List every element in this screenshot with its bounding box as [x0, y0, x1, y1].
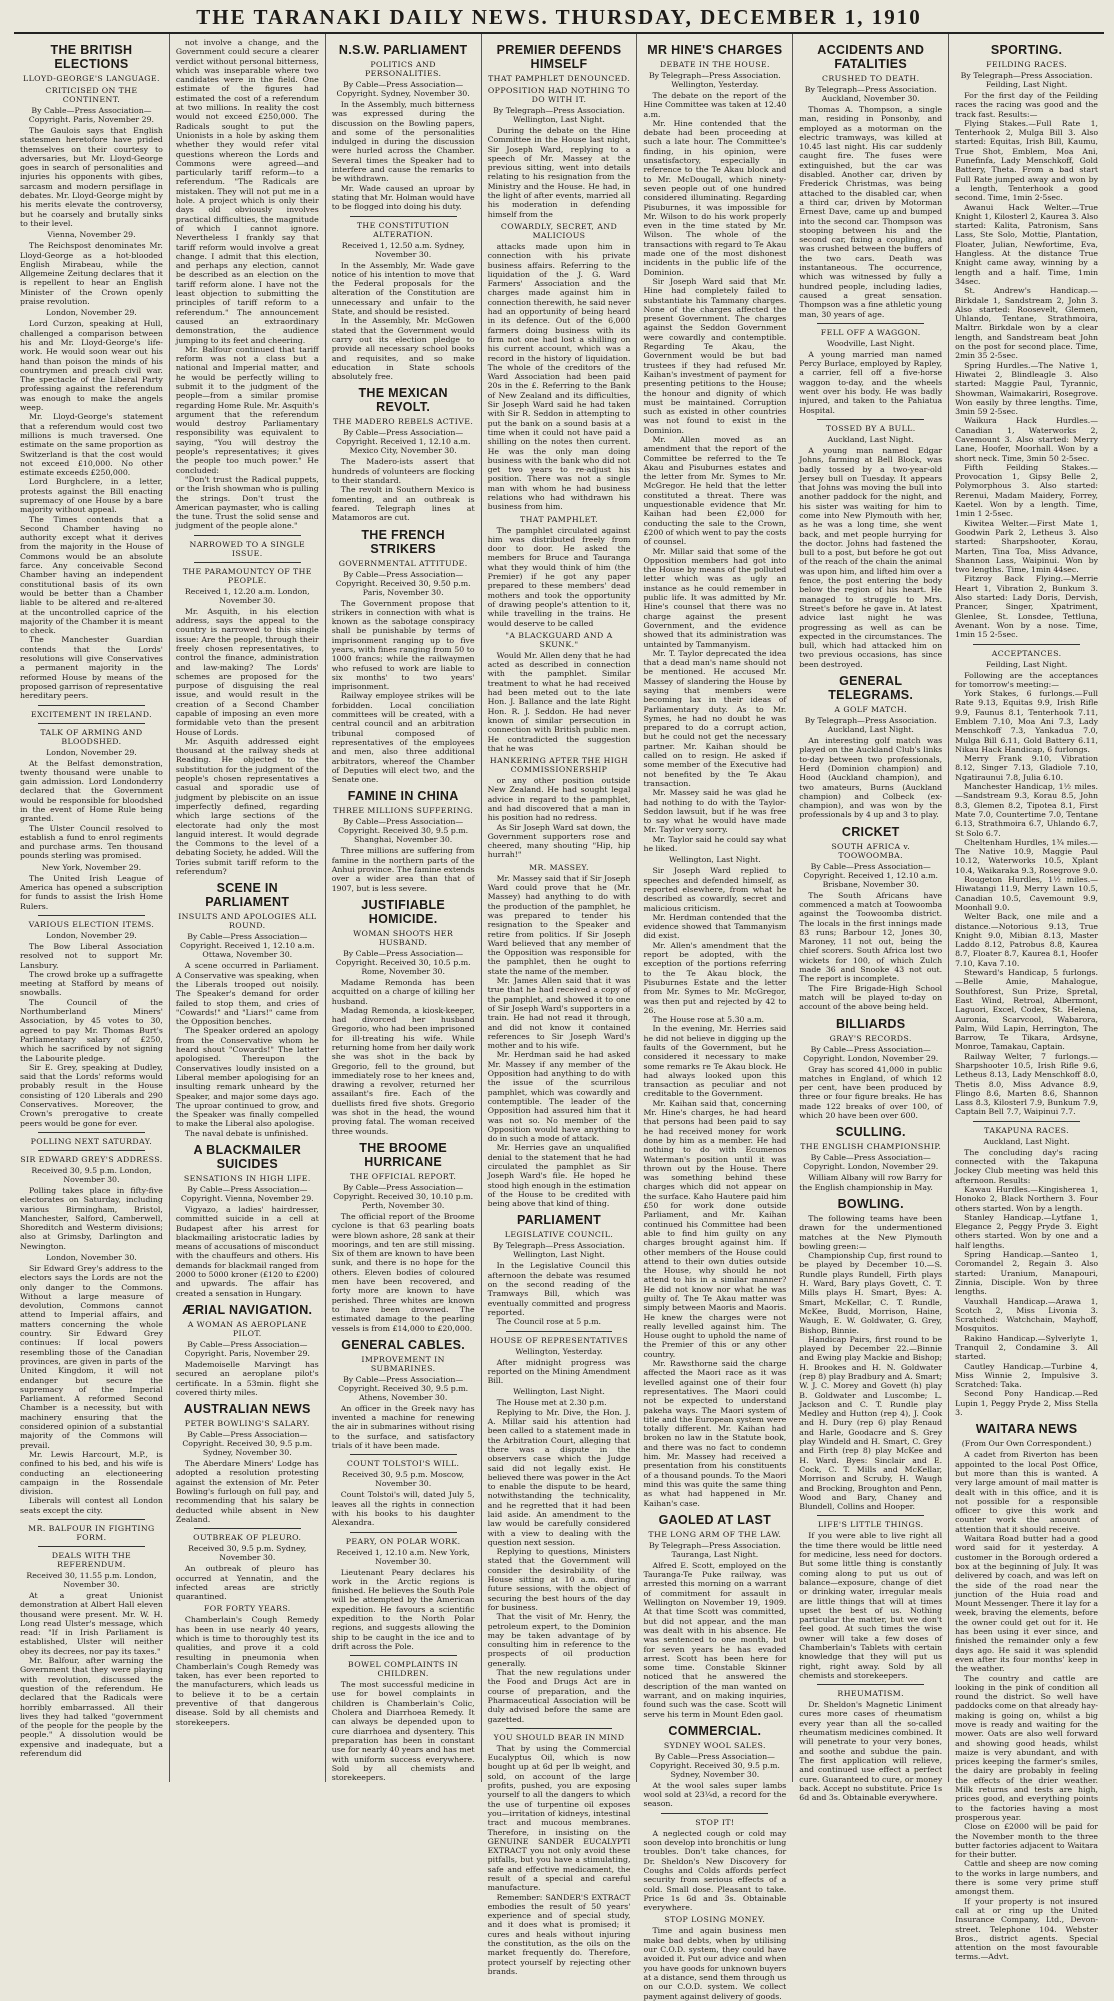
paragraph: Mr. T. Taylor deprecated the idea that a dead man's name should not be mentioned. He accused Mr. Massey of slandering the House by saying that members were becoming lax in their ideas of Parliamentary duty. As to Mr. Symes, he had no doubt he was prepared to do a corrupt action, but he could not get the necessary partner. Mr. Kaihan should be called on to resign. He asked if some member of the Executive had not benefited by the Te Akau transaction. — [643, 648, 787, 788]
dateline: London, November 29. — [46, 930, 137, 940]
paragraph: That the visit of Mr. Henry, the petroleum expert, to the Dominion may be taken advantage of by consulting him in reference to the prospects of oil production generally. — [487, 1612, 631, 1668]
dateline: Wellington, Last Night. — [513, 1387, 605, 1397]
divider — [973, 644, 1080, 645]
paragraph: Time and again business men make bad debts, when by utilising our C.O.D. system, they could have avoided it. Put our advice and when you have goods for unknown buyers at a distance, send them through us on our C.O.D. system. We collect payment against delivery of goods. — [643, 1926, 787, 2001]
divider — [194, 535, 301, 536]
divider — [38, 1150, 145, 1151]
paragraph: An outbreak of pleuro has occurred at Yennatin, and the infected areas are strictly quarantined. — [175, 1564, 319, 1602]
headline: GENERAL CABLES. — [341, 1337, 466, 1352]
headline: THE BROOME HURRICANE — [359, 1140, 448, 1169]
subheading: "A BLACKGUARD AND A SKUNK." — [505, 630, 613, 649]
paragraph: Mr. Herdman contended that the evidence showed that Tammanyism did exist. — [643, 912, 787, 941]
headline: SCULLING. — [835, 1125, 906, 1140]
subheading: BOWEL COMPLAINTS IN CHILDREN. — [347, 1660, 459, 1679]
subheading: COUNT TOLSTOI'S WILL. — [346, 1459, 460, 1469]
paragraph: A cadet from Riverton has been appointed to the local Post Office, but more than this is wanted. A very large amount of mail matter is dealt with in this office, and it is not possible for a responsible officer to give this work and counter work the amount of attention that it should receive. — [955, 1450, 1099, 1534]
paragraph: Manchester Handicap, 1½ miles.—Sandstream 9.3, Korau 8.5, John 8.3, Glemen 8.2, Tipotea 8.1, First Mate 7.0, Countertime 7.0, Tentane 6.13, Strathmoira 6.7, Uhlando 6.7, St Solo 6.7. — [955, 782, 1099, 838]
headline: SCENE IN PARLIAMENT — [205, 881, 290, 910]
subheading: THAT PAMPHLET DENOUNCED. — [488, 74, 630, 83]
paragraph: Sir Edward Grey's address to the electors says the Lords are not the only danger to the Commons. Without a large measure of devolution, Commons cannot attend to Imperial affairs, and matters concerning the whole country. Sir Edward Grey continues: If local powers resembling those of the Canadian provinces, are given in parts of the United Kingdom, it will not endanger but secure the supremacy of the Imperial Parliament. A reformed Second Chamber is a necessity, but with machinery ensuring that the considered opinion of a substantial majority of the Commons will prevail. — [20, 1263, 163, 1450]
subheading: YOU SHOULD BEAR IN MIND — [493, 1732, 625, 1742]
paragraph: The House rose at 5.30 a.m. — [652, 1015, 764, 1025]
paragraph: The Speaker ordered an apology from the Conservative whom he heard shout "Cowards!" The latter apologised. Thereupon the Conservatives loudly insisted on a Liberal member apologising for an insulting remark unheard by the Speaker, and major some days ago. The uproar continued to grow, and the Speaker was finally compelled to make the Liberal also apologise. — [175, 1026, 319, 1129]
dateline: By Telegraph—Press Association. Auckland, Last Night. — [804, 716, 937, 735]
subheading: THAT PAMPHLET. — [519, 514, 599, 524]
column-1 — [14, 34, 170, 1782]
paragraph: Sir Joseph Ward said that Mr. Hine had completely failed to substantiate his Tammany charges. None of the charges affected the present Government. The charges against the Seddon Government were cowardly and contemptible. Regarding Te Akau, the Government would be but bad trustees if they had refused Mr. Kaihan's investment of payment for presenting petitions to the House; the honour and dignity of which must be maintained. Corruption such as existed in other countries was not found to exist in the Dominion. — [643, 276, 787, 435]
column-7 — [949, 34, 1104, 1962]
paragraph: Mademoiselle Marvingt has secured an aeroplane pilot's certificate. In a 53min. flight she covered thirty miles. — [175, 1359, 319, 1397]
dateline: By Telegraph—Press Association. Tauranga, Last Night. — [648, 1540, 781, 1559]
subheading: NARROWED TO A SINGLE ISSUE. — [189, 539, 306, 558]
paragraph: The country and cattle are looking in the pink of condition all round the district. So well have paddocks come on that already hay-making is going on, whilst a big move is ready and waiting for the mower. Oats are also well forward and showing good heads, whilst maize is very abundant, and with prices keeping the farmer's smiles, the dairy are probably in feeling the effects of the drier weather. Milk returns and tests are high, prices good, and everything points to the factories having a most prosperous year. — [955, 1673, 1099, 1822]
paragraph: Mr. Asquith, in his election address, says the appeal to the country is narrowed to this single issue: Are the people, through their freely chosen representatives, to control the finance, administration and law-making? The Lords' schemes are proposed for the purpose of disguising the real issue, and would result in the creation of a Second Chamber capable of imposing an even more formidable veto than the present House of Lords. — [175, 606, 319, 737]
dateline: London, November 29. — [46, 308, 137, 318]
paragraph: Mr. Allen moved as an amendment that the report of the Committee be referred to the Te Akau and Pisuburnes estates and the letter from Mr. Symes to Mr. McGregor. He held that the letter constituted a threat. There was unquestionable evidence that Mr. Kaihan had been £2,000 for conducting the sale to the Crown, £200 of which went to pay the costs of counsel. — [643, 434, 787, 547]
dateline: Wellington, Last Night. — [669, 855, 761, 865]
paragraph: Mr. Balfour continued that tariff reform was not a class but a national and Imperial matter, and he would be perfectly willing to submit it to the judgment of the people—from a similar promise regarding Home Rule. Mr. Asquith's argument that the referendum would destroy Parliamentary responsibility was equivalent to saying, "You will destroy the people's representatives; it gives the people too much power." He concluded: — [175, 344, 319, 475]
subheading: GOVERNMENTAL ATTITUDE. — [338, 558, 468, 568]
paragraph: Lord Burghclere, in a letter, protests against the Bill enacting supremacy of one House by a bare majority without appeal. — [20, 477, 163, 515]
dateline: Auckland, Last Night. — [983, 1136, 1070, 1146]
subheading: GRAY'S RECORDS. — [829, 1033, 912, 1043]
paragraph: Mr. Lloyd-George's statement that a referendum would cost two millions is much traversed. One estimate on the same proportion as Switzerland is that the cost would not exceed £10,000. No other estimate exceeds £250,000. — [20, 412, 163, 478]
paragraph: Welter Back, one mile and a distance.—Notorious 9.13, True Knight 9.0, Mibian 8.13, Master Laddo 8.12, Patrobus 8.8, Kaurea 8.7, Floater 8.7, Kaurea 8.1, Hoofer 7.10, Kava 7.10. — [955, 912, 1099, 968]
paragraph: A young married man named Percy Burlace, employed by Rapley, a carrier, fell off a five-horse waggon to-day, and the wheels went over his body. He was badly injured, and taken to the Pahiatua Hospital. — [799, 349, 943, 415]
paragraph: An officer in the Greek navy has invented a machine for renewing the air in submarines without rising to the surface, and satisfactory trials of it have been made. — [331, 1403, 475, 1451]
paragraph: The Fire Brigade-High School match will be played to-day on account of the above being held. — [799, 983, 943, 1012]
dateline: By Cable—Press Association—Copyright. Received 30, 9.5 p.m. Shanghai, November 30. — [338, 817, 469, 845]
dateline: Received 30, 9.5 p.m. Sydney, November 30. — [188, 1544, 307, 1563]
paragraph: Railway employee strikes will be forbidden. Local conciliation committees will be created, with a central council and an arbitration tribunal composed of representatives of the employees and men, also three additional arbitrators, whereof the Chamber of Deputies will elect two, and the Senate one. — [331, 691, 475, 785]
subheading: THE MADERO REBELS ACTIVE. — [333, 417, 474, 427]
headline: ÆRIAL NAVIGATION. — [182, 1302, 313, 1317]
paragraph: Awanui Hack Welter.—True Knight 1, Kilosterl 2, Kaurea 3. Also started: Kalita, Patronism, Sans Lass, Ste Solo, Mottie, Plantation, Floater, Julian, Newfortime, Eva, Hangless. At the distance True Knight came away, winning by a length and a half. Time, 1min 34sec. — [955, 202, 1099, 286]
paragraph: Steward's Handicap, 5 furlongs.—Belle Amie, Mahalogue, Southforest, Sun Prize, Spretal, East Wind, Retroal, Albermont, Laguori, Excel, Codex, St. Helena, Auronia, Scarvcool, Wabarora, Palm, Wild Lapin, Herrington, The Barrow, Te Tikara, Ardsyne, Monroe, Tamakau, Captain. — [955, 968, 1099, 1052]
paragraph: Lieutenant Peary declares his work in the Arctic regions is finished. He believes the South Pole will be attempted by the American expedition. He favours a scientific expedition to the North Polar regions, and suggests allowing the ship to be caught in the ice and to drift across the Pole. — [331, 1567, 475, 1651]
paragraph: During the debate on the Hine Committee in the House last night, Sir Joseph Ward, replying to a speech of Mr. Massey at the previous sitting, went into details relating to his resignation from the Ministry and the House. He had, in the light of after events, married all his moderation in defending himself from the — [487, 126, 631, 219]
paragraph: Mr. Rawsthorne said the charge affected the Maori race as it was levelled against one of their four representatives. The Maori could not be expected to understand pakeha ways. The Maori system of title and the European system were totally different. Mr. Kaihan had broken no law in the Statute book, and there was no fact to condemn him. Mr. Massey had received a presentation from his constituents of a thousand pounds. To the Maori mind this was quite the same thing as what had happened in Mr. Kaihan's case. — [643, 1359, 787, 1508]
headline: BILLIARDS — [836, 1016, 906, 1031]
paragraph: Liberals will contest all London seats except the city. — [20, 1496, 163, 1515]
paragraph: Merry Frank 9.10, Vibration 8.12, Singer 7.13, Gladiole 7.10, Ngatiraunui 7.8, Julia 6.10. — [955, 754, 1099, 782]
paragraph: Thomas A. Thompson, a single man, residing in Ponsonby, and employed as a motorman on the electric tramways, was killed at 10.45 last night. His car suddenly caught fire. The fuses were extinguished, but the car was disabled. Another car, driven by Frederick Christmas, was being attached to the disabled car, when a third car, driven by Motorman Ernest Dave, came up and bumped into the second car. Thompson was stooping between his and the second car, fixing a coupling, and was crushed between the buffers of the two cars. Death was instantaneous. The occurrence, which was witnessed by fully a hundred people, including ladies, caused a great sensation. Thompson was a fine athletic young man, 30 years of age. — [799, 105, 943, 319]
headline: A BLACKMAILER SUICIDES — [193, 1142, 302, 1171]
paragraph: Remember: SANDER'S EXTRACT embodies the result of 50 years' experience and of special study, and it does what is promised; it cures and heals without injuring the constitution, as the oils on the market frequently do. Therefore, protect yourself by rejecting other brands. — [487, 1892, 631, 1976]
headline: GENERAL TELEGRAMS. — [828, 674, 914, 703]
paragraph: The South Africans have commenced a match at Toowoomba against the Toowoomba district. The locals in the first innings made 83 runs; Barbour 12, Jones 30, Maroney, 11 not out, being the chief scorers. South Africa lost two wickets for 100, of which Zulch made 36 and Snooke 43 not out. The report is incomplete. — [799, 890, 943, 984]
divider — [38, 915, 145, 916]
dateline: (From Our Own Correspondent.) — [961, 1439, 1092, 1449]
column-4 — [482, 34, 638, 1976]
paragraph: The United Irish League of America has opened a subscription for funds to assist the Irish Home Rulers. — [20, 873, 163, 911]
paragraph: Second Pony Handicap.—Red Lupin 1, Peggy Pryde 2, Miss Stella 3. — [955, 1389, 1099, 1418]
dateline: By Cable—Press Association—Copyright. Sydney, November 30. — [336, 80, 470, 98]
dateline: By Cable—Press Association—Copyright. Received 30, 10.10 p.m. Perth, November 30. — [333, 1182, 474, 1210]
headline: FAMINE IN CHINA — [347, 789, 459, 804]
paragraph: Following are the acceptances for tomorrow's meeting:— — [955, 670, 1099, 689]
paragraph: If you were able to live right all the time there would be little need for medicine, less need for doctors. But some little thing is constantly coming along to put us out of balance—exposure, change of diet or drinking water, irregular meals are little things that will at times upset the best of us. Nothing particular the matter, but we don't feel good. At such times the wise owner will take a few doses of Chamberlain's Tablets with certain knowledge that they will put us right, right away. Sold by all chemists and storekeepers. — [799, 1531, 943, 1680]
dateline: Received 1, 12.50 a.m. Sydney, November 30. — [341, 240, 465, 259]
paragraph: Madag Remonda, a kiosk-keeper, had divorced her husband Gregorio, who had been imprisoned for ill-treating his wife. While returning home from her daily work she was shot in the back by Gregorio, fell to the ground, but immediately rose to her knees and, drawing a revolver, returned her assailant's fire. Each of the duellists fired five shots. Gregorio was shot in the head, the wound proving fatal. The woman received three wounds. — [331, 1005, 475, 1136]
paragraph: The concluding day's racing connected with the Takapuna Jockey Club meeting was held this afternoon. Results: — [955, 1147, 1099, 1185]
dateline: By Cable—Press Association—Copyright. Received 1, 12.10 a.m. Mexico City, November 30. — [335, 428, 471, 456]
paragraph: Mr. Kaihan said that, concerning Mr. Hine's charges, he had heard that persons had been paid to say he had received money for work done by him as a member. He had nothing to do with Ecumenos Waterman's position until it was thrown out by the House. There was something behind these charges which did not appear on the surface. Kaho Hautere paid him £50 for work done outside Parliament, and Mr. Kaihan continued his Committee had been able to find him guilty on any charges brought against him. If other members of the House could attend to their own duties outside the House, why should he not attend to his in a similar manner? He did not know nor what he was guilty of. The Te Akau matter was simply between Maoris and Maoris. He knew the charges were not really levelled against him. The House ought to uphold the name of the Premier of this or any other country. — [643, 1098, 787, 1359]
subheading: FELL OFF A WAGGON. — [820, 327, 921, 337]
subheading: THREE MILLIONS SUFFERING. — [333, 806, 474, 816]
masthead: THE TARANAKI DAILY NEWS. THURSDAY, DECEMBER 1, 1910 — [196, 5, 922, 29]
subheading: LEGISLATIVE COUNCIL. — [504, 1230, 614, 1240]
subheading: CRUSHED TO DEATH. — [821, 74, 920, 83]
paragraph: Mr. Asquith addressed eight thousand at the railway sheds at Reading. He objected to the substitution for the judgment of the people's chosen representatives a casual and sporadic use of judgment by plebiscite on an issue imperfectly defined, regarding which large sections of the electorate had only the most languid interest. It would degrade the Commons to the level of a debating Society, he added. Will the Tories submit tariff reform to the referendum? — [175, 736, 319, 877]
subheading: MR. MASSEY. — [529, 862, 589, 872]
divider — [817, 1684, 924, 1685]
headline: THE FRENCH STRIKERS — [361, 527, 445, 556]
divider — [817, 323, 924, 324]
subheading: COWARDLY, SECRET, AND MALICIOUS — [500, 221, 618, 240]
paragraph: After midnight progress was reported on the Mining Amendment Bill. — [487, 1357, 631, 1386]
headline: THE MEXICAN REVOLT. — [358, 386, 448, 415]
subheading: SENSATIONS IN HIGH LIFE. — [183, 1173, 311, 1183]
dateline: By Cable—Press Association—Copyright. Received 30, 9.5 p.m. Sydney, November 30. — [182, 1430, 313, 1458]
paragraph: Stanley Handicap.—Lytfane 1, Elegance 2, Peggy Pryde 3. Eight others started. Won by one and a half lengths. — [955, 1212, 1099, 1250]
dateline: By Cable—Press Association—Copyright. Paris, November 29. — [28, 106, 155, 124]
divider — [38, 1519, 145, 1520]
paragraph: The naval debate is unfinished. — [184, 1128, 309, 1138]
dateline: By Cable—Press Association—Copyright. Received 1, 12.10 a.m. Brisbane, November 30. — [803, 861, 938, 889]
subheading: EXCITEMENT IN IRELAND. — [30, 709, 152, 719]
divider — [350, 1655, 457, 1656]
subheading: THE LONG ARM OF THE LAW. — [648, 1529, 782, 1539]
subheading: STOP LOSING MONEY. — [664, 1915, 766, 1925]
paragraph: Dr. Sheldon's Magnetic Liniment cures more cases of rheumatism every year than all the so-called rheumatism medicines combined. It will penetrate to your very bones, and soothe and subdue the pain. The first application will relieve, and continued use effect a perfect cure. Guaranteed to cure, or money back. Accept no substitute. Price 1s 6d and 3s. Obtainable everywhere. — [799, 1700, 943, 1803]
paragraph: The Bow Liberal Association resolved not to support Mr. Lansbury. — [20, 941, 163, 970]
headline: SPORTING. — [990, 43, 1063, 57]
paragraph: The most successful medicine in use for bowel complaints in children is Chamberlain's Colic, Cholera and Diarrhoea Remedy. It can always be depended upon to cure diarrhoea and dysentery. This preparation has been in constant use for nearly 40 years and has met with uniform success everywhere. Sold by all chemists and storekeepers. — [331, 1680, 475, 1783]
dateline: Received 1, 12.20 a.m. London, November 30. — [184, 586, 310, 605]
paragraph: The Council rose at 5 p.m. — [496, 1317, 601, 1327]
headline: CRICKET — [841, 824, 900, 839]
divider — [506, 1331, 613, 1332]
column-5 — [637, 34, 793, 2001]
paragraph: Mr. Balfour, after warning the Government that they were playing with revolution, discussed the question of the referendum. He declared that the Radicals were horribly embarrassed. All their lives they had talked "government of the people for the people by the people." A dissolution would be expensive and inadequate, but a referendum did — [20, 1656, 163, 1759]
paragraph: Rakino Handicap.—Sylverlyte 1, Tranquil 2, Condamine 3. All started. — [955, 1333, 1099, 1362]
subheading: TAKAPUNA RACES. — [984, 1125, 1070, 1135]
divider — [661, 1813, 768, 1814]
dateline: Auckland, Last Night. — [827, 434, 914, 444]
headline: N.S.W. PARLIAMENT — [338, 43, 468, 57]
paragraph: Mr. Herries gave an unqualified denial to the statement that he had circulated the pamphlet as Sir Joseph Ward's file. He hoped he stood high enough in the estimation of the House to be credited with being above that kind of thing. — [487, 1143, 631, 1209]
dateline: New York, November 29. — [41, 862, 142, 872]
headline: THE BRITISH ELECTIONS — [50, 43, 133, 71]
subheading: THE OFFICIAL REPORT. — [350, 1171, 457, 1181]
dateline: By Cable—Press Association—Copyright. London, November 29. — [803, 1153, 939, 1172]
paragraph: The pamphlet circulated against him was distributed freely from door to door. He asked the members for Bruce and Tauranga what they would think of him (the Premier) if he got any paper prepared to these members' dead mothers and took the opportunity of drawing people's attention to it, while travelling in the trains. He would deserve to be called — [487, 525, 631, 628]
divider — [38, 1132, 145, 1133]
dateline: By Cable—Press Association—Copyright. Received 30, 9.50 p.m. Paris, November 30. — [335, 569, 471, 597]
headline: AUSTRALIAN NEWS — [183, 1402, 311, 1417]
paragraph: The revolt in Southern Mexico is fomenting, and an outbreak is feared. Telegraph lines at Matamoros are cut. — [331, 485, 475, 523]
paragraph: Mr. Herdman said he had asked Mr. Massey if any member of the Opposition had anything to do with the issue of the scurrilous pamphlet, which was cowardly and contemptible. The leader of the Opposition had assured him that it was not so. No member of the Opposition would have anything to do in such a mode of attack. — [487, 1050, 631, 1144]
subheading: HANKERING AFTER THE HIGH COMMISSIONERSHIP — [489, 756, 629, 775]
paragraph: Polling takes place in fifty-five electorates on Saturday, including various Birmingham, Bristol, Manchester, Salford, Camberwell, Shoreditch and Westerm divisions; also at Grimsby, Darlington and Newington. — [20, 1185, 163, 1251]
paragraph: Gray has scored 41,000 in public matches in England, of which 12 per cent, have been produced by three or four figure breaks. He has made 122 breaks of over 100, of which 20 have been over 600. — [799, 1064, 943, 1121]
subheading: RHEUMATISM. — [837, 1689, 905, 1699]
paragraph: The following teams have been drawn for the undermentioned matches at the New Plymouth bowling green:— — [799, 1213, 943, 1251]
subheading: TOSSED BY A BULL. — [825, 423, 916, 433]
paragraph: Alfred E. Scott, employed on the Tauranga-Te Puke railway, was arrested this morning on a warrant of commitment for assault in Wellington on November 19, 1909. At that time Scott was committed, but did not appear, and the man was dealt with in his absence. He was sentenced to one month, but for seven years he has evaded arrest. Scott has been here for some time. Constable Skinner noticed that he answered the description of the man wanted on warrant, and on making inquiries, found such was the case. Scott will serve his term in Mount Eden gaol. — [643, 1560, 787, 1719]
divider — [38, 723, 145, 724]
paragraph: not involve a change, and the Government could secure a clearer verdict without personal bitterness, which was inseparable where two candidates were in the field. One estimate of the figures had estimated the cost of a referendum at two millions. In reality the cost would not exceed £250,000. The Radicals sought to put the Unionists in a hole by asking them whether they would refer vital questions whereon the Lords and Commons were agreed—and particularly tariff reform—to a referendum. "The Radicals are mistaken. They will not put me in a hole. A project which is only their days old obviously involves practical difficulties, the magnitude of which I cannot ignore. Nevertheless I frankly say that tariff reform would involve a great change. I admit that this election, and perhaps any election, cannot be described as an election on the tariff reform alone. I have not the least objection to submitting the principles of tariff reform to a referendum." The announcement caused an extraordinary demonstration, the audience jumping to its feet and cheering. — [175, 38, 319, 345]
headline: BOWLING. — [837, 1196, 904, 1211]
headline: JUSTIFIABLE HOMICIDE. — [361, 897, 446, 926]
paragraph: Mr. Millar said that some of the Opposition members had got into the House by means of the polluted letter which was as ugly an instance as he could remember in public life. It was admitted by Mr. Hine's counsel that there was no charge against the present Government, and the evidence showed that its administration was untainted by Tammanyism. — [643, 546, 787, 649]
paragraph: Sir Joseph Ward replied to speeches and defended himself, as reported elsewhere, from what he described as cowardly, secret and malicious criticism. — [643, 866, 787, 913]
paragraph: The crowd broke up a suffragette meeting at Stafford by means of snowballs. — [20, 969, 163, 998]
dateline: By Cable—Press Association—Copyright. Received 30, 9.5 p.m. Sydney, November 30. — [649, 1751, 780, 1779]
subheading: ACCEPTANCES. — [991, 648, 1062, 658]
paragraph: As Sir Joseph Ward sat down, the Government supporters rose and cheered, many shouting "Hip, hip hurrah!" — [487, 822, 631, 860]
paragraph: Fifth Feilding Stakes.—Provocation 1, Gipsy Belle 2, Polymorphous 3. Also started: Rerenui, Madam Maidery, Forrey, Kaetel. Won by a length. Time, 1min 1 2-5sec. — [955, 462, 1099, 519]
paragraph: Sir E. Grey, speaking at Dudley, said that the Lords' reforms would probably result in the House consisting of 120 Liberals and 290 Conservatives. Moreover, the Crown's prerogative to create peers would be gone for ever. — [20, 1062, 163, 1128]
paragraph: or any other position outside New Zealand. He had sought legal advice in regard to the pamphlet, and had discovered that a man in his position had no redress. — [487, 776, 631, 823]
subheading: CRITICISED ON THE CONTINENT. — [45, 86, 138, 104]
paragraph: In the Assembly, Mr. Wade gave notice of his intention to move that the Federal proposals for the alteration of the Constitution are unnecessary and unfair to the State, and should be resisted. — [331, 260, 475, 317]
dateline: By Telegraph—Press Association. Wellington, Last Night. — [493, 106, 625, 124]
paragraph: William Albany will row Barry for the English championship in May. — [799, 1173, 943, 1192]
paragraph: Mr. Wade caused an uproar by stating that Mr. Holman would have to be flogged into doing his duty. — [331, 183, 475, 212]
column-3 — [326, 34, 482, 1782]
subheading: WOMAN SHOOTS HER HUSBAND. — [353, 928, 454, 947]
divider — [350, 1454, 457, 1455]
paragraph: Fitzroy Back Flying.—Merrie Heart 1, Vibration 2, Bunkum 3. Also started: Lady Doris, Dervish, Prancer, Singer, Xpatriment, Glenlee, St. Lonsdee, Tettluna, Avenant. Won by a nose. Time, 1min 15 2-5sec. — [955, 574, 1099, 640]
paragraph: At the wool sales super lambs wool sold at 23¼d, a record for the season. — [643, 1780, 787, 1809]
dateline: By Telegraph—Press Association. Wellington, Yesterday. — [648, 71, 781, 89]
divider — [38, 705, 145, 706]
dateline: Wellington, Yesterday. — [515, 1346, 603, 1356]
subheading: THE ENGLISH CHAMPIONSHIP. — [800, 1142, 942, 1152]
column-6 — [793, 34, 949, 1803]
dateline: Feilding, Last Night. — [985, 659, 1068, 669]
divider — [194, 562, 301, 563]
paragraph: Mr. Taylor said he could say what he liked. — [643, 834, 787, 854]
subheading: POLITICS AND PERSONALITIES. — [364, 60, 442, 78]
divider — [350, 1532, 457, 1533]
paragraph: "Don't trust the Radical puppets, or the Irish showman who is pulling the strings. Don't trust the American paymaster, who is calling the tune. Trust the solid sense and judgment of the people alone." — [175, 474, 319, 531]
subheading: HOUSE OF REPRESENTATIVES — [489, 1335, 629, 1345]
headline: ACCIDENTS AND FATALITIES — [817, 43, 925, 71]
paragraph: Mr. Massey said he was glad he had nothing to do with the Taylor-Seddon lawsuit, but if he was free to say what he would have made Mr. Taylor very sorry. — [643, 788, 787, 835]
paragraph: Mr. Massey said that if Sir Joseph Ward could prove that he (Mr. Massey) had anything to do with the production of the pamphlet, he was prepared to tender his resignation to the Speaker and retire from politics. If Sir Joseph Ward believed that any member of the Opposition was responsible for the pamphlet, then he ought to state the name of the member. — [487, 873, 631, 976]
paragraph: Close on £2000 will be paid for the November month to the three butter factories adjacent to Waitara for their butter. — [955, 1822, 1099, 1860]
paragraph: The debate on the report of the Hine Committee was taken at 12.40 a.m. — [643, 91, 787, 119]
divider — [973, 1121, 1080, 1122]
paragraph: The Reichspost denominates Mr. Lloyd-George as a hot-blooded English Mirabeau, while the Allgemeine Zeitung declares that it is repellent to hear an English Minister of the Crown openly praise revolution. — [20, 241, 163, 307]
paragraph: The Ulster Council resolved to establish a fund to enrol regiments and purchase arms. Ten thousand pounds sterling was promised. — [20, 823, 163, 861]
paragraph: The Gaulois says that English statesmen heretofore have prided themselves on their courtesy to adversaries, but Mr. Lloyd-George goes in search of personalities and injuries his opponents with gibes, sarcasm and modern persiflage in debates. Mr. Lloyd-George might by his merits elevate the controversy, but he coarsely and brutally sinks to their level. — [20, 126, 163, 228]
paragraph: The Council of the Northumberland Miners' Association, by 45 votes to 30, agreed to pay Mr. Thomas Burt's Parliamentary salary of £250, which he sacrificed by not signing the Labourite pledge. — [20, 997, 163, 1063]
paragraph: The official report of the Broome cyclone is that 63 pearling boats were blown ashore, 28 sank at their moorings, and ten are still missing. Six of them are known to have been sunk, and there is no hope for the others. Eleven bodies of coloured men have been recovered, and forty more are known to have perished. Three whites are known to have been drowned. The estimated damage to the pearling vessels is from £14,000 to £20,000. — [331, 1211, 475, 1333]
paragraph: In the evening, Mr. Herries said he did not believe in digging up the faults of the Government, but he considered it necessary to make some remarks re Te Akau block. He had always looked upon this transaction as peculiar and not creditable to the Government. — [643, 1024, 787, 1099]
paragraph: St. Andrew's Handicap.—Birkdale 1, Sandstream 2, John 3. Also started: Roosevelt, Glemen, Uhlando, Tentane, Strathmoira, Maltrr. Birkdale won by a clear length, and Sandstream beat John on the post for second place. Time, 2min 35 2-5sec. — [955, 286, 1099, 361]
divider — [817, 419, 924, 420]
dateline: Received 30, 11.55 p.m. London, November 30. — [26, 1571, 157, 1589]
paragraph: Railway Welter, 7 furlongs.—Sharpshooter 10.5, Irish Rifle 9.6, Letheus 8.13, Lady Menschkoff 8.0, Thetis 8.0, Miss Advance 8.9, Flingo 8.6, Marten 8.6, Shannon Lass 8.3, Kilosterl 7.9, Bunkum 7.9, Captain Bell 7.7, Waipinui 7.7. — [955, 1051, 1099, 1117]
dateline: Received 30, 9.5 p.m. London, November 30. — [31, 1165, 152, 1184]
paragraph: Cattle and sheep are now coming to the works in large numbers, and there is some very prime stuff amongst them. — [955, 1859, 1099, 1897]
paragraph: Spring Handicap.—Santeo 1, Coromandel 2, Regain 3. Also started: Uranium, Manapouri, Zinnia, Disciple. Won by three lengths. — [955, 1250, 1099, 1297]
subheading: A GOLF MATCH. — [834, 705, 908, 715]
paragraph: Three millions are suffering from famine in the northern parts of the Anhui province. The famine extends over a wider area than that of 1907, but is less severe. — [331, 846, 475, 893]
divider — [817, 1515, 924, 1516]
dateline: By Cable—Press Association—Copyright. Paris, November 29. — [184, 1339, 310, 1358]
headline: PREMIER DEFENDS HIMSELF — [496, 43, 622, 71]
paragraph: Cautley Handicap.—Turbine 4, Miss Winnie 2, Impulsive 3. Scratched: Taka. — [955, 1361, 1099, 1390]
paragraph: York Stakes, 6 furlongs.—Full Rate 9.13, Equitas 9.9, Irish Rifle 9.9, Faunus 8.1, Tenterhook 7.11, Emblem 7.10, Moa Ani 7.3, Lady Menschkoff 7.3, Yankadua 7.0, Mulga Bill 6.11, Gold Battery 6.11, Nikau Hack Handicap, 6 furlongs. — [955, 689, 1099, 754]
divider — [38, 1546, 145, 1547]
subheading: PETER BOWLING'S SALARY. — [184, 1419, 310, 1429]
paragraph: For the first day of the Feilding races the racing was good and the track fast. Results:— — [955, 91, 1099, 119]
subheading: POLLING NEXT SATURDAY. — [30, 1136, 153, 1146]
paragraph: A neglected cough or cold may soon develop into bronchitis or lung troubles. Don't take chances, for Dr. Sheldon's New Discovery for Coughs and Colds affords perfect security from serious effects of a cold. Small dose. Pleasant to take. Price 1s 6d and 3s. Obtainable everywhere. — [643, 1828, 787, 1913]
subheading: FEILDING RACES. — [986, 60, 1068, 69]
paragraph: Count Tolstoi's will, dated July 5, leaves all the rights in connection with his books to his daughter Alexandra. — [331, 1490, 475, 1528]
subheading: SYDNEY WOOL SALES. — [663, 1740, 766, 1750]
paragraph: The House met at 2.30 p.m. — [496, 1398, 607, 1408]
paragraph: Cheltenham Hurdles, 1¾ miles.—The Native 10.9, Maggie Paul 10.12, Waterworks 10.5, Xplant 10.4, Waikaraka 9.3, Rosegrove 9.0. — [955, 837, 1099, 875]
paragraph: Handicap Pairs, first round to be played by December 22.—Binnie and Ewing play Mackie and Bishop; H. Brookes and H. N. Goldwater (rep 8) play Bradbury and A. Smart; W. J. C. Morey and Govett (h) play B. Goldwater and Luscombe; L. Jackson and C. T. Rundle play Medley and Hutton (rep 4), J. Cook and H. Dury (rep 6) play Renaud and Harle, Goodacre and S. Grey play Windeld and H. Smart, C. Grey and Firth (rep 8) play McKee and H. Ward. Byes: Sinclair and E. Cock, C. T. Mills and McKellar, Morrison and Scruby, H. Waugh and Brocking, Broughton and Penn, Wood and Bary, Chaney and Blundell, Collins and Hooper. — [799, 1334, 943, 1512]
divider — [350, 216, 457, 217]
paragraph: The Manchester Guardian contends that the Lords' resolutions will give Conservatives a permanent majority in the reformed House by means of the proposed garrison of representative hereditary peers. — [20, 635, 163, 701]
paragraph: Flying Stakes.—Full Rate 1, Tenterhook 2, Mulga Bill 3. Also started: Equitas, Irish Bill, Kaumu, True Shot, Emblem, Moa Ani, Funefinfa, Lady Menschkoff, Gold Battery, Theta. From a bad start Full Rate jumped away and won by a length, Tenterhook a good second. Time, 1min 2-5sec. — [955, 118, 1099, 203]
paragraph: Mr. Lewis Harcourt, M.P., is confined to his bed, and his wife is conducting an electioneering campaign in the Rossendale division. — [20, 1449, 163, 1497]
headline: COMMERCIAL. — [668, 1723, 762, 1738]
dateline: Received 30, 9.5 p.m. Moscow, November 30. — [342, 1470, 465, 1489]
paragraph: Replying to questions, Ministers stated that the Government will consider the desirability of the House sitting at 10 a.m. during future sessions, with the object of securing the best hours of the day for business. — [487, 1547, 631, 1612]
subheading: OPPOSITION HAD NOTHING TO DO WITH IT. — [487, 86, 631, 104]
paragraph: Chamberlain's Cough Remedy has been in use nearly 40 years, which is time to thoroughly test its qualities, and prove it a cold resulting in pneumonia when Chamberlain's Cough Remedy was taken, has ever been reported to the manufacturers, which leads us to believe it to be a certain preventive of that dangerous disease. Sold by all chemists and storekeepers. — [175, 1615, 319, 1727]
subheading: THE CONSTITUTION ALTERATION. — [356, 220, 450, 239]
subheading: LIFE'S LITTLE THINGS. — [817, 1520, 924, 1530]
columns — [14, 34, 1104, 2001]
subheading: VARIOUS ELECTION ITEMS. — [28, 919, 155, 929]
subheading: FOR FORTY YEARS. — [203, 1604, 291, 1614]
paragraph: Kawau Hurdles.—Kingisherea 1, Honoko 2, Black Northern 3. Four others started. Won by a length. — [955, 1184, 1099, 1213]
paragraph: Championship Cup, first round to be played by December 10.—S. Rundle plays Rundell, Firth plays H. Ward, Bary plays Govett, C. T. Mills plays H. Smart, Byes: A. Smart, McKellar, C. T. Rundle, McKee, Budd, Morrison, Haine, Waugh, E. W. Goldwater, G. Grey, Bishop, Binnie. — [799, 1251, 943, 1335]
paragraph: That the new regulations under the Food and Drugs Act are in course of preparation, and the Pharmaceutical Association will be duly advised before the same are gazetted. — [487, 1668, 631, 1724]
dateline: By Cable—Press Association—Copyright. London, November 29. — [803, 1044, 939, 1063]
paragraph: At the Belfast demonstration, twenty thousand were unable to gain admission. Lord Londonderry declared that the Government would be responsible for bloodshed in the event of Home Rule being granted. — [20, 758, 163, 824]
dateline: Vienna, November 29. — [47, 230, 136, 240]
dateline: By Telegraph—Press Association. Feilding, Last Night. — [960, 71, 1093, 89]
headline: PARLIAMENT — [517, 1213, 602, 1228]
dateline: London, November 30. — [46, 1252, 137, 1262]
paragraph: Waitara Road butter had a good word said for it yesterday. A customer in the Borough ordered a box at the beginning of July. It was delivered by coach, and was left on the side of the road near the junction of the Huia road and Mount Messenger. There it lay for a week, braving the elements, before the owner could get out for it. He has been using it ever since, and finished the remainder only a few days ago. He said it was splendid even after its four months' keep in the weather. — [955, 1534, 1099, 1674]
subheading: A WOMAN AS AEROPLANE PILOT. — [187, 1319, 307, 1338]
paragraph: Replying to Mr. Dive, the Hon. J. A. Millar said his attention had been called to a statement made in the Arbitration Court, alleging that there was a dispute in the observers case which the Judge said did not legally exist. He believed there was power in the Act to enable the dispute to be heard, notwithstanding the technicality, and he regretted that it had been laid aside. An amendment to the law would be carefully considered with a view to dealing with the question next session. — [487, 1407, 631, 1547]
paragraph: Vauxhall Handicap.—Arawa 1, Scotch 2, Miss Livonia 3. Scratched: Watchchain, Mayhoff, Mosquitos. — [955, 1296, 1099, 1334]
paragraph: In the Legislative Council this afternoon the debate was resumed on the second reading of the Tramways Bill, which was eventually committed and progress reported. — [487, 1261, 631, 1317]
paragraph: The Times contends that a Second Chamber having no authority except what it derives from the majority in the House of Commons would be an absolute farce. Any conceivable Second Chamber having an independent constitutional basis of its own would be better than a Chamber liable to be altered and re-altered at the uncontrolled caprice of the majority of the Chamber it is meant to check. — [20, 514, 163, 636]
dateline: By Cable—Press Association—Copyright. Received 30, 9.5 p.m. Athens, November 30. — [338, 1374, 469, 1402]
paragraph: Mr. Hine contended that the debate had been proceeding at such a late hour. The Committee's finding, in his opinion, were unsatisfactory, especially in reference to the Te Akau block and to Mr. McDougall, which ninety-seven people out of one hundred considered illuminating. Regarding Pisuburnes, it was impossible for Mr. Wilson to do his work properly even in the time stated by Mr. Wilson. The whole of the transactions with regard to Te Akau made one of the most dishonest incidents in the public life of the Dominion. — [643, 118, 787, 277]
paragraph: At a great Unionist demonstration at Albert Hall eleven thousand were present. Mr. W. H. Long read Ulster's message, which read: "If in Irish Parliament is established, Ulster will neither obey its decrees, nor pay its taxes." — [20, 1591, 163, 1656]
subheading: SIR EDWARD GREY'S ADDRESS. — [20, 1154, 163, 1164]
subheading: MR. BALFOUR IN FIGHTING FORM. — [28, 1524, 155, 1542]
subheading: STOP IT! — [695, 1817, 735, 1827]
headline: WAITARA NEWS — [975, 1422, 1078, 1437]
dateline: Woodville, Last Night. — [826, 338, 915, 348]
paragraph: Mr. James Allen said that it was true that he had received a copy of the pamphlet, and showed it to one of Sir Joseph Ward's supporters in a train. He had not read it through, and did not know it contained references to Sir Joseph Ward's mother and to his wife. — [487, 976, 631, 1051]
paragraph: A young man named Edgar Johns, farming at Bell Block, was badly tossed by a two-year-old Jersey bull on Tuesday. It appears that Johns was moving the bull into another paddock for the night, and his sister was waiting for him to come into New Plymouth with her, as he was a long time, she went back, and met people hurrying for the doctor. Johns had fastened the bull to a post, but before he got out of the reach of the chain the animal was upon him, and lifted him over a fence, the post entering the body below the region of his heart. He managed to struggle to Mrs. Street's before he gave in. At latest advice last night he was progressing as well as can be expected in the circumstances. The bull, which had attacked him on two previous occasions, has since been destroyed. — [799, 445, 943, 669]
dateline: London, November 29. — [46, 747, 137, 757]
subheading: SOUTH AFRICA v. TOOWOOMBA. — [831, 841, 911, 860]
paragraph: A scene occurred in Parliament. A Conservative was speaking, when the Liberals trooped out noisily. The Speaker's demand for order failed to stop them, and cries of "Cowards!" and "Liars!" came from the Opposition benches. — [175, 961, 319, 1027]
paragraph: Would Mr. Allen deny that he had acted as described in connection with the pamphlet. Similar treatment to what he had received had been meted out to the late Hon. J. Ballance and the late Right Hon. R. J. Seddon. He had never known of similar persecution in connection with British public men. He contradicted the suggestion that he was — [487, 650, 631, 753]
column-2 — [170, 34, 326, 1782]
paragraph: Kiwitea Welter.—First Mate 1, Goodwin Park 2, Letheus 3. Also started: Sharpshooter, Korau, Marten, Tina Toa, Miss Advance, Shannon Lass, Waipinui. Won by two lengths. Time, 1min 44sec. — [955, 518, 1099, 575]
subheading: LLOYD-GEORGE'S LANGUAGE. — [23, 74, 160, 83]
divider — [506, 1728, 613, 1729]
paragraph: That by using the Commercial Eucalyptus Oil, which is now bought up at 6d per lb weight, and sold, on account of the large profits, pushed, you are exposing yourself to all the dangers to which the use of turpentine oil exposes you—irritation of kidneys, intestinal tract and mucous membranes. Therefore, in insisting on the GENUINE SANDER EUCALYPTI EXTRACT you not only avoid these pitfalls, but you have a stimulating, safe and effective medicament, the result of a special and careful manufacture. — [487, 1743, 631, 1893]
dateline: Received 1, 12.10 a.m. New York, November 30. — [336, 1547, 470, 1566]
paragraph: Waikura Hack Hurdles.—Canadian 1, Waterworks 2, Cavemount 3. Also started: Merry Lane, Hoofer, Moorhall. Won by a short neck. Time, 3min 50 2-5sec. — [955, 416, 1099, 463]
paragraph: Lord Curzon, speaking at Hull, challenged a comparison between his and Mr. Lloyd-George's life-work. He would soon wear out his hand than poison the minds of his countrymen and preach civil war. The spectacle of the Liberal Party professing against the referendum was enough to make the angels weep. — [20, 319, 163, 413]
headline: MR HINE'S CHARGES — [647, 43, 783, 57]
paragraph: In the Assembly, Mr. McGowen stated that the Government would carry out its election pledge to provide all necessary school books and requisites, and so make education in State schools absolutely free. — [331, 316, 475, 382]
dateline: By Cable—Press Association—Copyright. Received 1, 12.10 a.m. Ottawa, November 30. — [180, 932, 315, 960]
subheading: DEALS WITH THE REFERENDUM. — [51, 1551, 132, 1569]
paragraph: In the Assembly, much bitterness was expressed during the discussion on the Bowling papers, and some of the personalities indulged in during the discussion were hurled across the Chamber. Several times the Speaker had to interfere and cause the remarks to be withdrawn. — [331, 100, 475, 184]
paragraph: Vigyazo, a ladies' hairdresser, committed suicide in a cell at Budapest after his arrest for blackmailing aristocratic ladies by means of accusations of misconduct with the chauffeurs and others. His demands for blackmail ranged from 2000 to 5000 kroner (£120 to £200) and upwards. The affair has created a sensation in Hungary. — [175, 1204, 319, 1298]
paragraph: Spring Hurdles.—The Native 1, Hiwatei 2, Blindleagle 3. Also started: Maggie Paul, Tyrannic, Showman, Waimakariri, Rosegrove. Won easily by three lengths. Time, 3min 59 2-5sec. — [955, 360, 1099, 417]
paragraph: If your property is not insured call at or ring up the United Insurance Company, Ltd., Devon-street. Telephone 104. Webster Bros., district agents. Special attention on the most favourable terms.—Advt. — [955, 1896, 1099, 1962]
paragraph: Rougeton Hurdles, 1½ miles.—Hiwatangi 11.9, Merry Lawn 10.5, Canadian 10.5, Cavemount 9.9, Moonhall 9.0. — [955, 875, 1099, 912]
paragraph: The Madero-ists assert that hundreds of volunteers are flocking to their standard. — [331, 457, 475, 486]
dateline: By Cable—Press Association—Copyright. Received 30, 10.5 p.m. Rome, November 30. — [335, 948, 471, 976]
subheading: THE PARAMOUNTCY OF THE PEOPLE. — [182, 566, 312, 585]
paragraph: The Aberdare Miners' Lodge has adopted a resolution protesting against the extension of Mr. Peter Bowling's furlough on full pay, and recommending that his salary be deducted while absent in New Zealand. — [175, 1459, 319, 1524]
divider — [194, 1528, 301, 1529]
subheading: IMPROVEMENT IN SUBMARINES. — [361, 1354, 445, 1373]
subheading: TALK OF ARMING AND BLOODSHED. — [40, 727, 143, 746]
paragraph: Madame Remonda has been acquitted on a charge of killing her husband. — [331, 977, 475, 1006]
dateline: By Cable—Press Association—Copyright. Vienna, November 29. — [180, 1184, 314, 1203]
subheading: PEARY, ON POLAR WORK. — [345, 1536, 461, 1546]
subheading: OUTBREAK OF PLEURO. — [193, 1533, 302, 1543]
paragraph: attacks made upon him in connection with his private business affairs. Referring to the liquidation of the J. G. Ward Farmers' Association and the charges made against him in connection therewith, he said never had an opportunity of being heard in its defence. Out of the 6,000 farmers doing business with its firm not one had lost a shilling on his current account, which was a record in the history of liquidation. The whole of the creditors of the Ward Association had been paid 20s in the £. Referring to the Bank of New Zealand and its difficulties, Sir Joseph Ward said he had taken with Sir R. Seddon in attempting to put the bank on a sound basis at a time when it could not have paid a shilling on the notes then current. He was the only man doing business with the bank who did not get two years to re-adjust his position. There was not a single man with whom he had business relations who had withdrawn his business from him. — [487, 241, 631, 512]
paragraph: Mr. Allen's amendment that the report be adopted, with the exception of the portions referring to the Te Akau block, the Pisuburnes Estate and the letter from Mr. Symes to Mr. McGregor, was then put and rejected by 42 to 26. — [643, 940, 787, 1015]
subheading: INSULTS AND APOLOGIES ALL ROUND. — [178, 912, 317, 931]
paragraph: The Government propose that strikers in connection with what is known as the sabotage conspiracy shall be punishable by terms of imprisonment ranging up to five years, with fines ranging from 50 to 1000 francs; while the railwaymen who refused to work are liable to six months' to two years' imprisonment. — [331, 598, 475, 692]
paragraph: An interesting golf match was played on the Auckland Club's links to-day between two professionals, Herd (Dominion champion) and Hood (Auckland champion), and two amateurs, Burns (Auckland champion) and Colbeck (ex-champion), and was won by the professionals by 4 up and 3 to play. — [799, 736, 943, 820]
dateline: By Telegraph—Press Association. Wellington, Last Night. — [493, 1241, 625, 1260]
headline: GAOLED AT LAST — [658, 1512, 772, 1527]
subheading: DEBATE IN THE HOUSE. — [659, 60, 770, 69]
dateline: By Telegraph—Press Association. Auckland, November 30. — [804, 85, 937, 103]
